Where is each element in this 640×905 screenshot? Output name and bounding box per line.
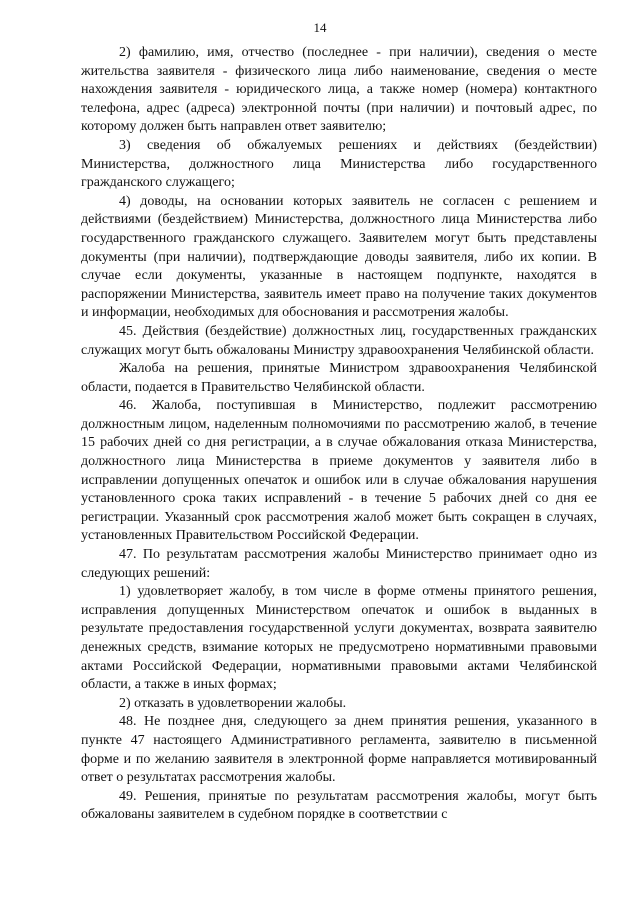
paragraph-item-4-arguments: 4) доводы, на основании которых заявитель не согласен с решением и действиями (бездействием) Министерства, должностного лица Министерства либо государственного гражданского служащего. Заявителем могут быть представлены документы (при наличии), подтверждающие доводы заявителя, либо их копии. В случае если документы, указанные в настоящем подпункте, находятся в распоряжении Министерства, заявитель имеет право на получение таких документов и информации, необходимых для обоснования и рассмотрения жалобы. xyxy=(81,193,597,321)
paragraph-47-item-2: 2) отказать в удовлетворении жалобы. xyxy=(119,695,347,711)
paragraph-item-2-applicant-details: 2) фамилию, имя, отчество (последнее - при наличии), сведения о месте жительства заявителя - физического лица либо наименование, сведения о месте нахождения заявителя - юридического лица, а также номер (номера) контактного телефона, адрес (адреса) электронной почты (при наличии) и почтовый адрес, по которому должен быть направлен ответ заявителю; xyxy=(81,45,597,135)
paragraph-item-3-appealed-decisions: 3) сведения об обжалуемых решениях и действиях (бездействии) Министерства, должностного лица Министерства либо государственного гражданского служащего; xyxy=(81,137,597,191)
paragraph-47-item-1: 1) удовлетворяет жалобу, в том числе в форме отмены принятого решения, исправления допущенных Министерством опечаток и ошибок в выданных в результате предоставления государственной услуги документах, возврата заявителю денежных средств, взимание которых не предусмотрено нормативными правовыми актами Российской Федерации, нормативными правовыми актами Челябинской области, а также в иных формах; xyxy=(81,584,597,693)
document-body xyxy=(81,44,597,825)
paragraph-49: 49. Решения, принятые по результатам рассмотрения жалобы, могут быть обжалованы заявителем в судебном порядке в соответствии с xyxy=(81,788,597,823)
paragraph-47: 47. По результатам рассмотрения жалобы Министерство принимает одно из следующих решений: xyxy=(81,547,597,581)
paragraph-45: 45. Действия (бездействие) должностных лиц, государственных гражданских служащих могут быть обжалованы Министру здравоохранения Челябинской области. xyxy=(81,323,597,358)
page-number: 14 xyxy=(313,20,327,35)
paragraph-46: 46. Жалоба, поступившая в Министерство, подлежит рассмотрению должностным лицом, наделенным полномочиями по рассмотрению жалоб, в течение 15 рабочих дней со дня регистрации, а в случае обжалования отказа Министерства, должностного лица Министерства в приеме документов у заявителя либо в исправлении допущенных опечаток и ошибок или в случае обжалования нарушения установленного срока таких исправлений - в течение 5 рабочих дней со дня ее регистрации. Указанный срок рассмотрения жалоб может быть сокращен в случаях, установленных Правительством Российской Федерации. xyxy=(81,398,597,544)
paragraph-minister-decisions-complaint: Жалоба на решения, принятые Министром здравоохранения Челябинской области, подается в Правительство Челябинской области. xyxy=(81,361,597,395)
paragraph-48: 48. Не позднее дня, следующего за днем принятия решения, указанного в пункте 47 настоящего Административного регламента, заявителю в письменной форме и по желанию заявителя в электронной форме направляется мотивированный ответ о результатах рассмотрения жалобы. xyxy=(81,714,597,786)
